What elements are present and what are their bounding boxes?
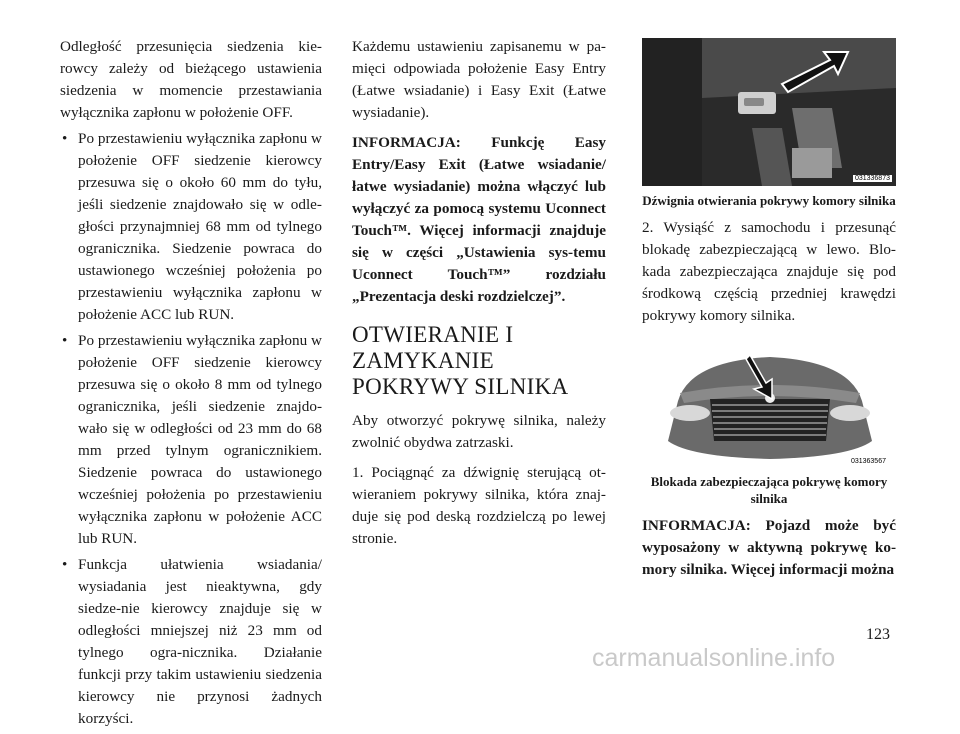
watermark: carmanualsonline.info [592,644,836,672]
step-2-paragraph: 2. Wysiąść z samochodu i przesunąć blokadę zabezpieczającą w lewo. Blo-kada zabezpieczająca znajduje się pod środkową częścią przedniej krawędzi pokrywy komory silnika. [642,219,896,324]
step-1-paragraph: 1. Pociągnąć za dźwignię sterującą ot-wieraniem pokrywy silnika, która znaj-duje się pod deską rozdzielczą po lewej stronie. [352,464,606,547]
figure-caption: Blokada zabezpieczająca pokrywę komory silnika [650,474,888,506]
bullet-list [60,128,322,730]
page-number: 123 [866,626,890,643]
car-front-illustration [650,341,890,467]
column-left [60,36,322,734]
info-note: INFORMACJA: Funkcję Easy Entry/Easy Exit (Łatwe wsiadanie/ łatwe wysiadanie) można włączyć lub wyłączyć za pomocą systemu Uconnect Touch™. Więcej informacji znajduje się w części „Ustawienia sys-temu Uconnect Touch™” rozdziału „Prezentacja deski rozdzielczej”. [352,134,606,305]
figure-caption: Dźwignia otwierania pokrywy komory silnika [642,193,896,208]
section-heading: OTWIERANIE I ZAMYKANIE POKRYWY SILNIKA [352,322,569,399]
info-note: INFORMACJA: Pojazd może być wyposażony w aktywną pokrywę ko-mory silnika. Więcej informacji można [642,517,896,578]
memory-paragraph: Każdemu ustawieniu zapisanemu w pa-mięci odpowiada położenie Easy Entry (Łatwe wsiadanie) i Easy Exit (Łatwe wysiadanie). [352,38,606,121]
hood-intro-paragraph: Aby otworzyć pokrywę silnika, należy zwolnić obydwa zatrzaski. [352,412,606,451]
bullet-item: • Po przestawieniu wyłącznika zapłonu w położenie OFF siedzenie kierowcy przesuwa się o około 60 mm do tyłu, jeśli siedzenie znajdowało się w odle-głości przynajmniej 68 mm od tylnego ogranicznika. Siedzenie powraca do ustawionego wcześniej położenia po przestawieniu wyłącznika zapłonu w położenie ACC lub RUN. [60,128,322,326]
hood-lever-illustration [642,38,896,186]
column-middle [352,36,606,550]
bullet-item: • Po przestawieniu wyłącznika zapłonu w położenie OFF siedzenie kierowcy przesuwa się o około 8 mm od tylnego ogranicznika, jeśli siedzenie znajdo-wało się w odległości od 23 mm do 68 mm przed tylnym ogranicznikiem. Siedzenie powraca do ustawionego wcześniej położenia po przestawieniu wyłącznika zapłonu w położenie ACC lub RUN. [60,330,322,550]
hood-latch-photo [650,341,890,467]
hood-lever-photo [642,38,896,186]
bullet-item: • Funkcja ułatwienia wsiadania/ wysiadania jest nieaktywna, gdy siedze-nie kierowcy znajduje się w odległości mniejszej niż 23 mm od tylnego ogra-nicznika. Działanie funkcji przy takim ustawieniu siedzenia kierowcy nie przynosi żadnych korzyści. [60,554,322,730]
intro-paragraph: Odległość przesunięcia siedzenia kie-rowcy zależy od bieżącego ustawienia siedzenia w momencie przestawiania wyłącznika zapłonu w położenie OFF. [60,38,322,121]
column-right [642,36,896,581]
figure-code: 031336873 [854,175,890,182]
figure-code: 031363567 [850,458,886,465]
